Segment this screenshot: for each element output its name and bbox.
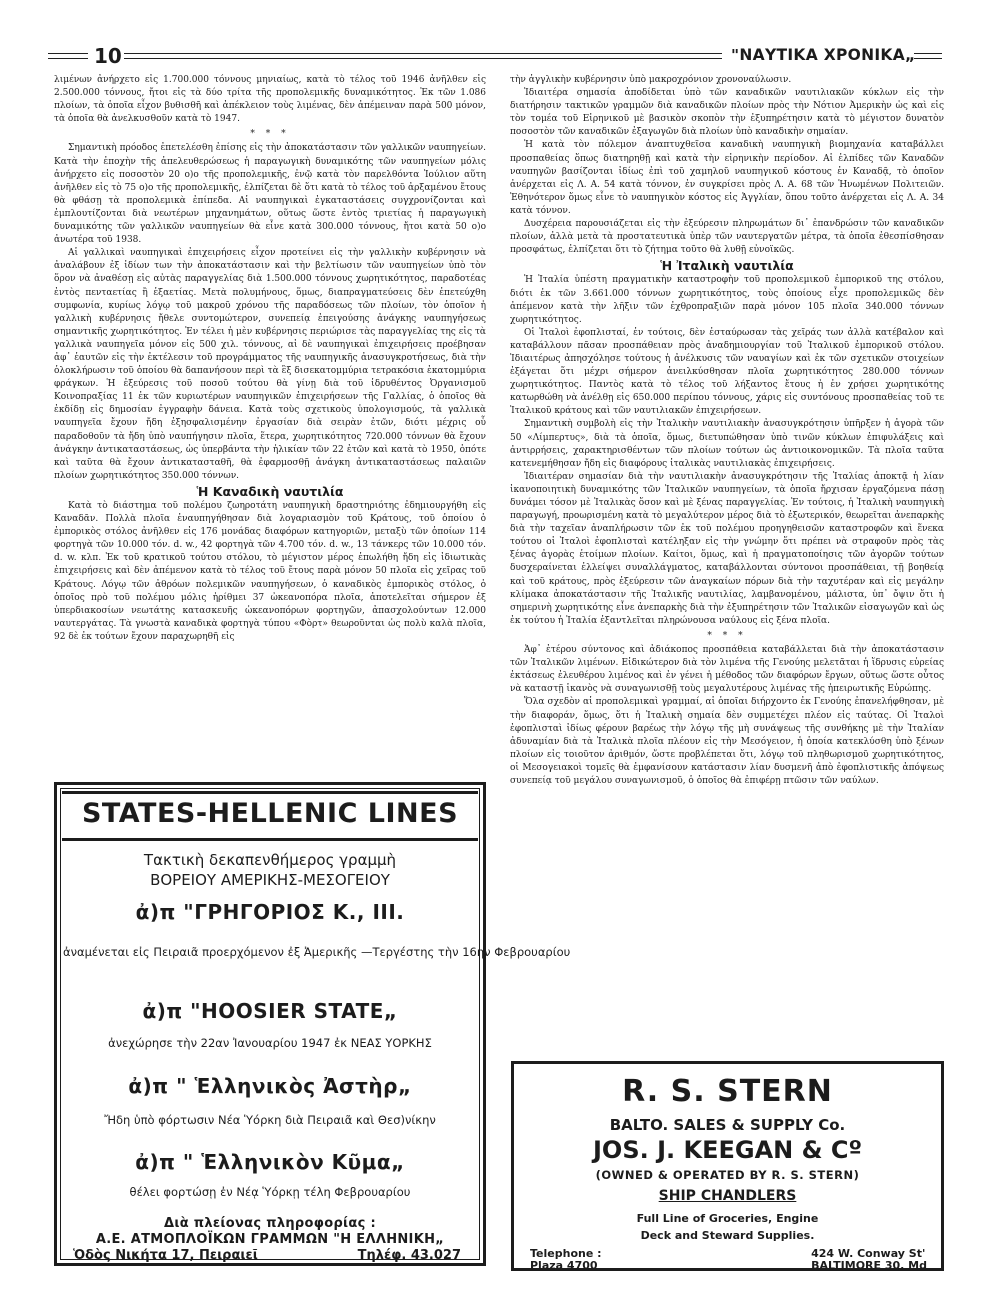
stern-company-name: R. S. STERN <box>622 1074 833 1109</box>
left-column <box>54 74 486 644</box>
article-paragraph: Αἱ γαλλικαὶ ναυπηγικαὶ ἐπιχειρήσεις εἶχον προτείνει εἰς τὴν γαλλικὴν κυβέρνησιν νὰ ἀναλάβουν ἐξ ἰδίων των τὴν ἀποκατάστασιν καὶ τὴν βελτίωσιν τῶν ναυπηγείων ὑπὸ τὸν ὅρον νὰ ἀναθέσῃ εἰς αὐτὰς παραγγελίας διὰ 1.500.000 τόννους χωρητικότητος, παραδοτέας ἐντὸς πενταετίας ἢ ἑξαετίας. Μετὰ πολυμήνους, ὅμως, διαπραγματεύσεις δὲν ἐπετεύχθη συμφωνία, κυρίως λόγῳ τοῦ μακροῦ χρόνου τῆς παραδόσεως τῶν πλοίων, τὸν ὁποῖον ἡ γαλλικὴ κυβέρνησις ἤθελε συντομώτερον, συνεπείᾳ ἐπειγούσης ἀνάγκης ναυπηγήσεως σημαντικῆς χωρητικότητος. Ἐν τέλει ἡ μὲν κυβέρνησις περιώρισε τὰς παραγγελίας της εἰς τὰ γαλλικὰ ναυπηγεῖα μόνον εἰς 500 χιλ. τόννους, αἱ δὲ ναυπηγικαὶ ἐπιχειρήσεις προέβησαν ἀφ᾽ ἑαυτῶν εἰς τὴν ἐκτέλεσιν τοῦ προγράμματος τῆς ναυπηγικῆς ἀνασυγκροτήσεως, διὰ τὴν ὁλοκλήρωσιν τοῦ ὁποίου θὰ δαπανήσουν περὶ τὰ ἓξ δισεκατομμύρια τετρακόσια ἑκατομμύρια φράγκων. Ἡ ἐξεύρεσις τοῦ ποσοῦ τούτου θὰ γίνῃ διὰ τοῦ ἱδρυθέντος Ὀργανισμοῦ Κοινοπραξίας 11 ἐκ τῶν κυριωτέρων ναυπηγικῶν ἐπιχειρήσεων τῆς Γαλλίας, ὁ ὁποῖος θὰ ἐκδίδῃ εἰς δημοσίαν ἐγγραφὴν δάνεια. Κατὰ τοὺς σχετικοὺς ὑπολογισμούς, τὰ γαλλικὰ ναυπηγεῖα ἔχουν ἤδη ἐξησφαλισμένην ἐργασίαν διὰ σειρὰν ἐτῶν, διότι μέχρις οὗ παραδοθοῦν τὰ ἤδη ὑπὸ ναυπήγησιν πλοῖα, ἕτερα, χωρητικότητος 720.000 τόννων θὰ ἔχουν ἀνάγκην ἀντικαταστάσεως, ὡς ὑπερβάντα τὴν ἡλικίαν τῶν 22 ἐτῶν καὶ κατὰ τὸ 1950, ὁπότε καὶ ταῦτα θὰ ἔχουν ἀντικατασταθῆ, θὰ ἐφαρμοσθῇ ἀνάγκη ἀντικαταστάσεως παλαιῶν πλοίων χωρητικότητος 350.000 τόννων. <box>54 248 486 481</box>
ad-company-name: Α.Ε. ΑΤΜΟΠΛΟΪΚΩΝ ΓΡΑΜΜΩΝ "Η ΕΛΛΗΝΙΚΗ„ <box>95 1232 445 1247</box>
section-separator: * * * <box>707 630 747 641</box>
ad-phone: Τηλέφ. 43.027 <box>357 1248 461 1263</box>
journal-title: "ΝΑΥΤΙΚΑ ΧΡΟΝΙΚΑ„ <box>731 46 916 64</box>
ship-note-ellinikos-astir: Ἤδη ὑπὸ φόρτωσιν Νέα Ὑόρκη διὰ Πειραιᾶ καὶ Θεσ)νίκην <box>104 1113 436 1127</box>
article-paragraph: λιμένων ἀνήρχετο εἰς 1.700.000 τόννους μηνιαίως, κατὰ τὸ τέλος τοῦ 1946 ἀνῆλθεν εἰς 2.500.000 τόννους, ἤτοι εἰς τὰ δύο τρίτα τῆς προπολεμικῆς δυναμικότητος. Ἐκ τῶν 1.086 πλοίων, τὰ ὁποῖα εἶχον βυθισθῆ καὶ ἀπέκλειον τοὺς λιμένας, δὲν ἀπέμειναν παρὰ 500 μόνον, τὰ ὁποῖα θὰ ἀνελκυσθοῦν κατὰ τὸ 1947. <box>54 75 486 125</box>
section-heading-italian-shipping: Ἡ Ἰταλικὴ ναυτιλία <box>660 258 794 274</box>
article-paragraph: Οἱ Ἰταλοὶ ἐφοπλισταί, ἐν τούτοις, δὲν ἐσταύρωσαν τὰς χεῖράς των ἀλλὰ κατέβαλον καὶ καταβάλλουν πᾶσαν προσπάθειαν πρὸς ἀναδημιουργίαν τοῦ Ἰταλικοῦ ἐμπορικοῦ στόλου. Ἰδιαιτέρως ἀπησχόλησε τούτους ἡ ἀνέλκυσις τῶν ναυαγίων καὶ ἐκ τῶν σχετικῶν στοιχείων ἐξάγεται ὅτι μέχρι σήμερον ἀνειλκύσθησαν πλοῖα χωρητικότητος 280.000 τόννων χωρητικότητος. Παντὸς κατὰ τὸ τέλος τοῦ λήξαντος ἔτους ἡ ἐν χρήσει χωρητικότης κατωρθώθη νὰ ἀνέλθῃ εἰς 650.000 περίπου τόννους, χάρις εἰς συντόνους προσπαθείας τοῦ τε Ἰταλικοῦ κράτους καὶ τῶν ναυτιλιακῶν ἐπιχειρήσεων. <box>510 327 944 417</box>
ship-note-hoosier-state: ἀνεχώρησε τὴν 22αν Ἰανουαρίου 1947 ἐκ ΝΕΑΣ ΥΟΡΚΗΣ <box>108 1036 432 1050</box>
stern-phone-label: Telephone : <box>530 1247 602 1260</box>
ship-name-grigorios: ἀ)π "ΓΡΗΓΟΡΙΟΣ Κ., ΙΙΙ. <box>135 900 405 924</box>
header-rule-left <box>48 53 88 59</box>
ad-banner-text: STATES-HELLENIC LINES <box>81 798 459 829</box>
article-paragraph: Ὅλα σχεδὸν αἱ προπολεμικαὶ γραμμαί, αἱ ὁποῖαι διήρχοντο ἐκ Γενούης ἐπανελήφθησαν, μὲ τὴν διαφοράν, ὅμως, ὅτι ἡ Ἰταλικὴ σημαία δὲν συμμετέχει πλέον εἰς ταύτας. Οἱ Ἰταλοὶ ἐφοπλισταὶ ἰδίως φέρουν βαρέως τὴν λόγῳ τῆς μὴ συνάψεως τῆς συνθήκης μὲ τὴν Ἰταλίαν ἀδυναμίαν διὰ τὰ Ἰταλικὰ πλοῖα πλέουν εἰς τὴν Μεσόγειον, ἡ ὁποία κατεκλύσθη ὑπὸ ξένων πλοίων εἰς τοιοῦτον ἀριθμόν, ὥστε προβλέπεται ὅτι, λόγῳ τοῦ πληθωρισμοῦ χωρητικότητος, οἱ Μεσογειακοὶ τομεῖς θὰ ἐμφανίσουν κατάστασιν λίαν δυσμενῆ ἀπὸ ἐφοπλιστικῆς ἀπόψεως συνεπείᾳ τοῦ μεγάλου συναγωνισμοῦ, ὁ ὁποῖος θὰ ἐπιφέρῃ πτῶσιν τῶν ναύλων. <box>510 697 944 786</box>
article-paragraph: Δυσχέρεια παρουσιάζεται εἰς τὴν ἐξεύρεσιν πληρωμάτων δι᾽ ἐπανδρώσιν τῶν καναδικῶν πλοίων, ἀλλὰ μετὰ τὰ προστατευτικὰ ὑπὲρ τῶν ναυτεργατῶν μέτρα, τὰ ὁποῖα ἐθεσπίσθησαν προσφάτως, ἐλπίζεται ὅτι τὸ ζήτημα τοῦτο θὰ λυθῇ εὐνοϊκῶς. <box>510 219 944 256</box>
article-paragraph: Ἀφ᾽ ἑτέρου σύντονος καὶ ἀδιάκοπος προσπάθεια καταβάλλεται διὰ τὴν ἀποκατάστασιν τῶν Ἰταλικῶν λιμένων. Εἰδικώτερον διὰ τὸν λιμένα τῆς Γενούης μελετᾶται ἡ ἵδρυσις εὐρείας ἐκτάσεως ἐλευθέρου λιμένος καὶ ἐν γένει ἡ μέθοδος τῶν διαφόρων ἔργων, οὕτως ὥστε οὗτος νὰ καταστῇ ἱκανὸς νὰ συναγωνισθῇ τοὺς μεγαλυτέρους λιμένας τῆς ἠπειρωτικῆς Εὐρώπης. <box>510 645 944 695</box>
right-column <box>510 74 944 788</box>
stern-supplies-line: Deck and Steward Supplies. <box>640 1229 815 1242</box>
article-paragraph: τὴν ἀγγλικὴν κυβέρνησιν ὑπὸ μακροχρόνιον χρονοναύλωσιν. <box>510 75 792 85</box>
section-separator: * * * <box>250 129 290 140</box>
ad-banner <box>62 791 478 841</box>
stern-balto-sales: BALTO. SALES & SUPPLY Co. <box>609 1116 846 1134</box>
ship-note-grigorios: ἀναμένεται εἰς Πειραιᾶ προερχόμενον ἐξ Ἀμερικῆς —Τεργέστης τὴν 16ην Φεβρουαρίου <box>63 945 571 959</box>
rs-stern-ad <box>511 1061 944 1271</box>
article-paragraph: Κατὰ τὸ διάστημα τοῦ πολέμου ζωηροτάτη ναυπηγικὴ δραστηριότης ἐδημιουργήθη εἰς Καναδᾶν. Πολλὰ πλοῖα ἐναυπηγήθησαν διὰ λογαριασμὸν τοῦ Κράτους, τοῦ ὁποίου ὁ ἐμπορικὸς στόλος ἀνῆλθεν εἰς 176 μονάδας διαφόρων κατηγοριῶν, μεταξὺ τῶν ὁποίων 114 φορτηγὰ τῶν 10.000 τόν. d. w., 42 φορτηγὰ τῶν 4.700 τόν. d. w., 13 τάνκερς τῶν 10.000 τόν. d. w. κλπ. Ἐκ τοῦ κρατικοῦ τούτου στόλου, τὸ μέγιστον μέρος ἐπωλήθη ἤδη εἰς ἰδιωτικὰς ἐπιχειρήσεις καὶ δὲν ἀπέμενον κατὰ τὸ τέλος τοῦ ἔτους παρὰ μόνον 50 πλοῖα εἰς χεῖρας τοῦ Κράτους. Λόγῳ τῶν ἀθρόων πολεμικῶν ναυπηγήσεων, ὁ καναδικὸς ἐμπορικὸς στόλος, ὁ ὁποῖος πρὸ τοῦ πολέμου μόλις ἠρίθμει 37 ὠκεανοπόρα πλοῖα, ἀποτελεῖται σήμερον ἐξ ὑπερδιακοσίων νεωτάτης κατασκευῆς ὠκεανοπόρων φορτηγῶν, ἀπασχολούντων 12.000 ναυτεργάτας. Τὰ γνωστὰ καναδικὰ φορτηγὰ τύπου «Φὸρτ» θεωροῦνται ὡς πολὺ καλὰ πλοῖα, 92 δὲ ἐκ τούτων ἔχουν παραχωρηθῆ εἰς <box>54 501 486 642</box>
ad-info-heading: Διὰ πλείονας πληροφορίας : <box>164 1216 376 1231</box>
article-paragraph: Ἰδιαιτέρα σημασία ἀποδίδεται ὑπὸ τῶν καναδικῶν ναυτιλιακῶν κύκλων εἰς τὴν διατήρησιν τακτικῶν γραμμῶν διὰ καναδικῶν πλοίων πρὸς τὴν Νότιον Ἀμερικὴν ὡς καὶ εἰς τὸν τομέα τοῦ Εἰρηνικοῦ μὲ βασικὸν σκοπὸν τὴν ἐξυπηρέτησιν κατὰ τὸ μέγιστον δυνατὸν ποσοστὸν τῶν καναδικῶν ἐξαγωγῶν διὰ πλοίων ὑπὸ καναδικὴν σημαίαν. <box>510 88 944 138</box>
article-paragraph: Σημαντικὴ συμβολὴ εἰς τὴν Ἰταλικὴν ναυτιλιακὴν ἀνασυγκρότησιν ὑπῆρξεν ἡ ἀγορὰ τῶν 50 «Λίμπερτυς», διὰ τὰ ὁποῖα, ὅμως, διετυπώθησαν ὑπὸ τινῶν κύκλων ἐπιφυλάξεις καὶ ἀντιρρήσεις, χαρακτηρισθέντων τῶν πλοίων τούτων ὡς ἀντιοικονομικῶν. Τὰ πλοῖα ταῦτα κατενεμήθησαν ἤδη εἰς διαφόρους ἰταλικὰς ναυτιλιακὰς ἐπιχειρήσεις. <box>510 419 944 469</box>
stern-keegan: JOS. J. KEEGAN & Cº <box>592 1136 863 1164</box>
ad-address: Ὁδὸς Νικήτα 17, Πειραιεῖ <box>73 1248 258 1263</box>
header-rule-right <box>914 53 942 59</box>
article-paragraph: Ἰδιαιτέραν σημασίαν διὰ τὴν ναυτιλιακὴν ἀνασυγκρότησιν τῆς Ἰταλίας ἀποκτᾷ ἡ λίαν ἱκανοποιητικὴ δυναμικότης τῶν Ἰταλικῶν ναυπηγείων, τὰ ὁποῖα ἤρχισαν ἐργαζόμενα πάσῃ δυνάμει τόσον μὲ Ἰταλικὰς ὅσον καὶ μὲ ξένας παραγγελίας. Ἐν τούτοις, ἡ Ἰταλικὴ ναυπηγικὴ παραγωγή, προωρισμένη κατὰ τὸ μεγαλύτερον μέρος διὰ τὸ ἐξωτερικόν, θεωρεῖται ἀνεπαρκὴς διὰ τὴν ταχεῖαν ἀναπλήρωσιν τῶν ἐκ τοῦ πολέμου προηγηθεισῶν καταστροφῶν καὶ ἕνεκα τούτου οἱ Ἰταλοὶ ἐφοπλισταὶ κατέληξαν εἰς τὴν γνώμην ὅτι πρέπει νὰ στραφοῦν πρὸς τὰς ξένας ἀγορὰς ἑτοίμων πλοίων. Καίτοι, ὅμως, καὶ ἡ πραγματοποίησις τῶν ἀγορῶν τούτων δυσχεραίνεται ἐλλείψει συναλλάγματος, καταβάλλονται σύντονοι προσπάθειαι, τῇ βοηθείᾳ καὶ τοῦ κράτους, πρὸς ἐξεύρεσιν τῶν ἀναγκαίων πόρων διὰ τὴν ταχυτέραν καὶ εἰς μεγάλην κλίμακα ἀποκατάστασιν τῆς Ἰταλικῆς ναυτιλίας, λαμβανομένου, μάλιστα, ὑπ᾽ ὄψιν ὅτι ἡ σημερινὴ χωρητικότης εἶνε ἀνεπαρκὴς διὰ τὴν ἐξυπηρέτησιν τῶν Ἰταλικῶν εἰσαγωγῶν καὶ ὡς ἐκ τούτου ἡ Ἰταλία ἐξαντλεῖται πληρώνουσα ναύλους εἰς ξένα πλοῖα. <box>510 471 944 626</box>
stern-address-block <box>811 1248 927 1272</box>
stern-phone-value: Plaza 4700 <box>530 1259 598 1272</box>
stern-city-address: BALTIMORE 30, Md <box>811 1259 927 1272</box>
ship-name-hoosier-state: ἀ)π "HOOSIER STATE„ <box>142 999 398 1023</box>
article-paragraph: Σημαντικὴ πρόοδος ἐπετελέσθη ἐπίσης εἰς τὴν ἀποκατάστασιν τῶν γαλλικῶν ναυπηγείων. Κατὰ τὴν ἐποχὴν τῆς ἀπελευθερώσεως ἡ παραγωγικὴ δυναμικότης τῶν ναυπηγείων μόλις ἀνήρχετο εἰς ποσοστὸν 20 ο)ο τῆς προπολεμικῆς, ἐνῷ κατὰ τὸν παρελθόντα Ἰούλιον αὕτη ἀνῆλθεν εἰς τὸ 75 ο)ο τῆς προπολεμικῆς, ἐλπίζεται δὲ ὅτι κατὰ τὸ τέλος τοῦ ἀρξαμένου ἔτους θὰ φθάσῃ τὰ προπολεμικὰ ἐπίπεδα. Αἱ ναυπηγικαὶ ἐγκαταστάσεις συγχρονίζονται καὶ ἐμπλουτίζονται διὰ νεωτέρων μηχανημάτων, οὕτως ὥστε ἐντὸς τριετίας ἡ παραγωγικὴ δυναμικότης τῶν γαλλικῶν ναυπηγείων θὰ εἶνε κατὰ 300.000 τόννους, ἤτοι κατὰ 50 ο)ο ἀνωτέρα τοῦ 1938. <box>54 143 486 246</box>
ad-line-regular-service: Τακτικὴ δεκαπενθήμερος γραμμὴ <box>143 851 397 869</box>
section-heading-canadian-shipping: Ἡ Καναδικὴ ναυτιλία <box>196 483 344 499</box>
page-number: 10 <box>94 44 122 68</box>
stern-ship-chandlers: SHIP CHANDLERS <box>658 1188 797 1204</box>
ship-name-ellinikon-kyma: ἀ)π " Ἑλληνικὸν Κῦμα„ <box>135 1150 405 1174</box>
stern-street-address: 424 W. Conway St' <box>811 1247 926 1260</box>
ship-note-ellinikon-kyma: θέλει φορτώσῃ ἐν Νέᾳ Ὑόρκῃ τέλη Φεβρουαρίου <box>129 1185 411 1199</box>
header-rule-middle <box>124 53 722 59</box>
page-header <box>48 44 942 70</box>
article-paragraph: Ἡ Ἰταλία ὑπέστη πραγματικὴν καταστροφὴν τοῦ προπολεμικοῦ ἐμπορικοῦ της στόλου, διότι ἐκ τῶν 3.661.000 τόννων χωρητικότητος, τοὺς ὁποίους εἶχε προπολεμικῶς δὲν ἀπέμενον κατὰ τὴν λῆξιν τῶν ἐχθροπραξιῶν παρὰ μόνον 105 πλοῖα 340.000 τόννων χωρητικότητος. <box>510 275 944 325</box>
ad-line-route: ΒΟΡΕΙΟΥ ΑΜΕΡΙΚΗΣ-ΜΕΣΟΓΕΙΟΥ <box>150 871 390 889</box>
article-paragraph: Ἡ κατὰ τὸν πόλεμον ἀναπτυχθεῖσα καναδικὴ ναυπηγικὴ βιομηχανία καταβάλλει προσπαθείας ὅπως διατηρηθῇ καὶ κατὰ τὴν εἰρηνικὴν περίοδον. Αἱ ἐλπίδες τῶν Καναδῶν ναυπηγῶν βασίζονται ἰδίως ἐπὶ τοῦ χαμηλοῦ ναυπηγικοῦ κόστους ἐν Καναδᾷ, τὸ ὁποῖον ἀνέρχεται εἰς Λ. Α. 54 κατὰ τόννον, ἐν συγκρίσει πρὸς Λ. Α. 68 τῶν Ἡνωμένων Πολιτειῶν. Ἐθηνότερον ὅμως εἶνε τὸ ναυπηγικὸν κόστος εἰς Ἀγγλίαν, ὅπου τοῦτο ἀνέρχεται εἰς Λ. Α. 34 κατὰ τόννον. <box>510 140 944 216</box>
stern-telephone-block <box>530 1248 602 1272</box>
stern-owned-by: (OWNED & OPERATED BY R. S. STERN) <box>595 1168 860 1182</box>
ship-name-ellinikos-astir: ἀ)π " Ἑλληνικὸς Ἀστὴρ„ <box>128 1074 412 1098</box>
stern-groceries-line: Full Line of Groceries, Engine <box>636 1212 819 1225</box>
